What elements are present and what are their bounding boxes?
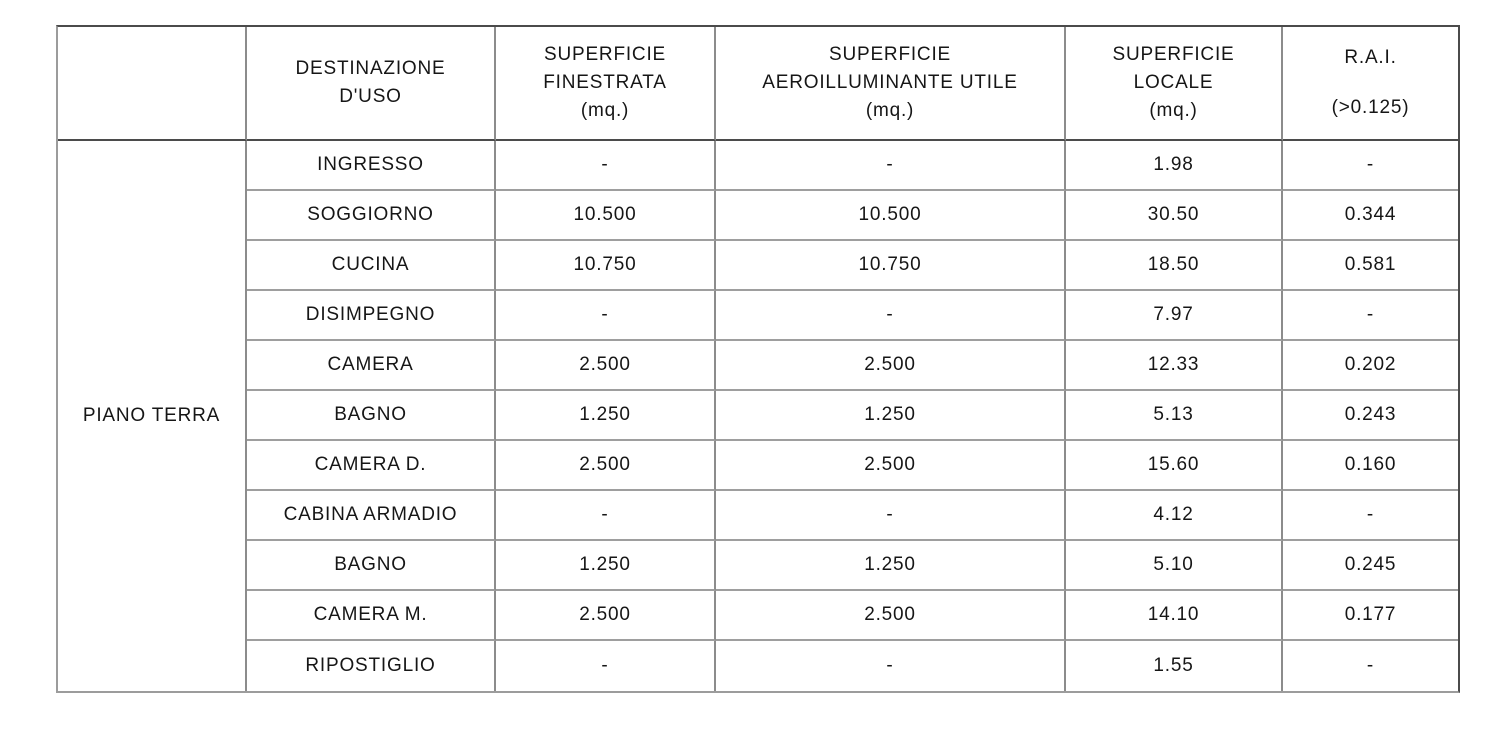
cell-superficie-aeroilluminante: 2.500 [716, 591, 1066, 641]
cell-rai: 0.581 [1283, 241, 1458, 291]
cell-destinazione: CAMERA D. [247, 441, 496, 491]
cell-destinazione: CUCINA [247, 241, 496, 291]
cell-superficie-finestrata: - [496, 491, 716, 541]
cell-superficie-aeroilluminante: - [716, 491, 1066, 541]
cell-destinazione: CABINA ARMADIO [247, 491, 496, 541]
cell-superficie-aeroilluminante: 10.500 [716, 191, 1066, 241]
cell-superficie-locale: 15.60 [1066, 441, 1283, 491]
cell-superficie-finestrata: - [496, 641, 716, 691]
rai-verification-table [56, 25, 1460, 693]
header-line: R.A.I. [1344, 47, 1397, 68]
cell-superficie-locale: 1.98 [1066, 141, 1283, 191]
cell-destinazione: RIPOSTIGLIO [247, 641, 496, 691]
header-line: FINESTRATA [543, 72, 667, 93]
cell-rai: - [1283, 141, 1458, 191]
cell-destinazione: DISIMPEGNO [247, 291, 496, 341]
cell-superficie-finestrata: 10.750 [496, 241, 716, 291]
cell-superficie-finestrata: - [496, 291, 716, 341]
header-line: (mq.) [1149, 100, 1198, 121]
cell-rai: - [1283, 491, 1458, 541]
header-line: (mq.) [580, 100, 630, 121]
cell-superficie-locale: 30.50 [1066, 191, 1283, 241]
cell-superficie-locale: 14.10 [1066, 591, 1283, 641]
row-group-label: PIANO TERRA [82, 405, 221, 426]
row-group-cell-piano-terra [58, 141, 247, 691]
cell-rai: - [1366, 655, 1375, 676]
cell-superficie-aeroilluminante: - [716, 141, 1066, 191]
cell-superficie-finestrata: 10.500 [496, 191, 716, 241]
header-line: SUPERFICIE [543, 44, 667, 65]
header-line: (mq.) [865, 100, 915, 121]
cell-rai: 0.177 [1283, 591, 1458, 641]
cell-destinazione: INGRESSO [247, 141, 496, 191]
header-cell-rai [1283, 27, 1458, 141]
header-line: (>0.125) [1331, 97, 1410, 118]
cell-superficie-aeroilluminante: 1.250 [716, 391, 1066, 441]
cell-destinazione: BAGNO [247, 541, 496, 591]
cell-rai: 0.344 [1283, 191, 1458, 241]
cell-rai: 0.245 [1283, 541, 1458, 591]
cell-superficie-finestrata: - [496, 141, 716, 191]
cell-rai: 0.202 [1283, 341, 1458, 391]
cell-superficie-aeroilluminante: 10.750 [716, 241, 1066, 291]
header-cell-group [58, 27, 247, 141]
cell-superficie-aeroilluminante: - [716, 641, 1066, 691]
header-cell-destinazione-duso [247, 27, 496, 141]
cell-superficie-aeroilluminante: 1.250 [716, 541, 1066, 591]
header-cell-superficie-locale [1066, 27, 1283, 141]
cell-destinazione: SOGGIORNO [247, 191, 496, 241]
cell-superficie-locale: 1.55 [1066, 641, 1283, 691]
cell-destinazione: BAGNO [247, 391, 496, 441]
header-line: LOCALE [1133, 72, 1214, 93]
cell-superficie-locale: 18.50 [1066, 241, 1283, 291]
cell-superficie-aeroilluminante: 2.500 [716, 341, 1066, 391]
cell-superficie-aeroilluminante: 2.500 [716, 441, 1066, 491]
cell-superficie-locale: 4.12 [1066, 491, 1283, 541]
cell-superficie-finestrata: 2.500 [496, 591, 716, 641]
header-line: D'USO [339, 86, 402, 107]
cell-superficie-finestrata: 2.500 [496, 341, 716, 391]
header-line: AEROILLUMINANTE UTILE [762, 72, 1018, 93]
cell-rai: - [1283, 291, 1458, 341]
header-cell-superficie-finestrata [496, 27, 716, 141]
cell-superficie-finestrata: 1.250 [496, 391, 716, 441]
cell-superficie-locale: 12.33 [1066, 341, 1283, 391]
header-line: SUPERFICIE [828, 44, 952, 65]
cell-rai: 0.243 [1283, 391, 1458, 441]
header-line: DESTINAZIONE [295, 58, 446, 79]
header-line: SUPERFICIE [1112, 44, 1235, 65]
header-cell-superficie-aeroilluminante [716, 27, 1066, 141]
cell-rai: 0.160 [1283, 441, 1458, 491]
cell-superficie-locale: 5.13 [1066, 391, 1283, 441]
cell-superficie-aeroilluminante: - [716, 291, 1066, 341]
cell-superficie-locale: 7.97 [1066, 291, 1283, 341]
cell-superficie-locale: 5.10 [1066, 541, 1283, 591]
cell-destinazione: CAMERA M. [247, 591, 496, 641]
cell-destinazione: CAMERA [247, 341, 496, 391]
cell-superficie-finestrata: 1.250 [496, 541, 716, 591]
cell-superficie-finestrata: 2.500 [496, 441, 716, 491]
